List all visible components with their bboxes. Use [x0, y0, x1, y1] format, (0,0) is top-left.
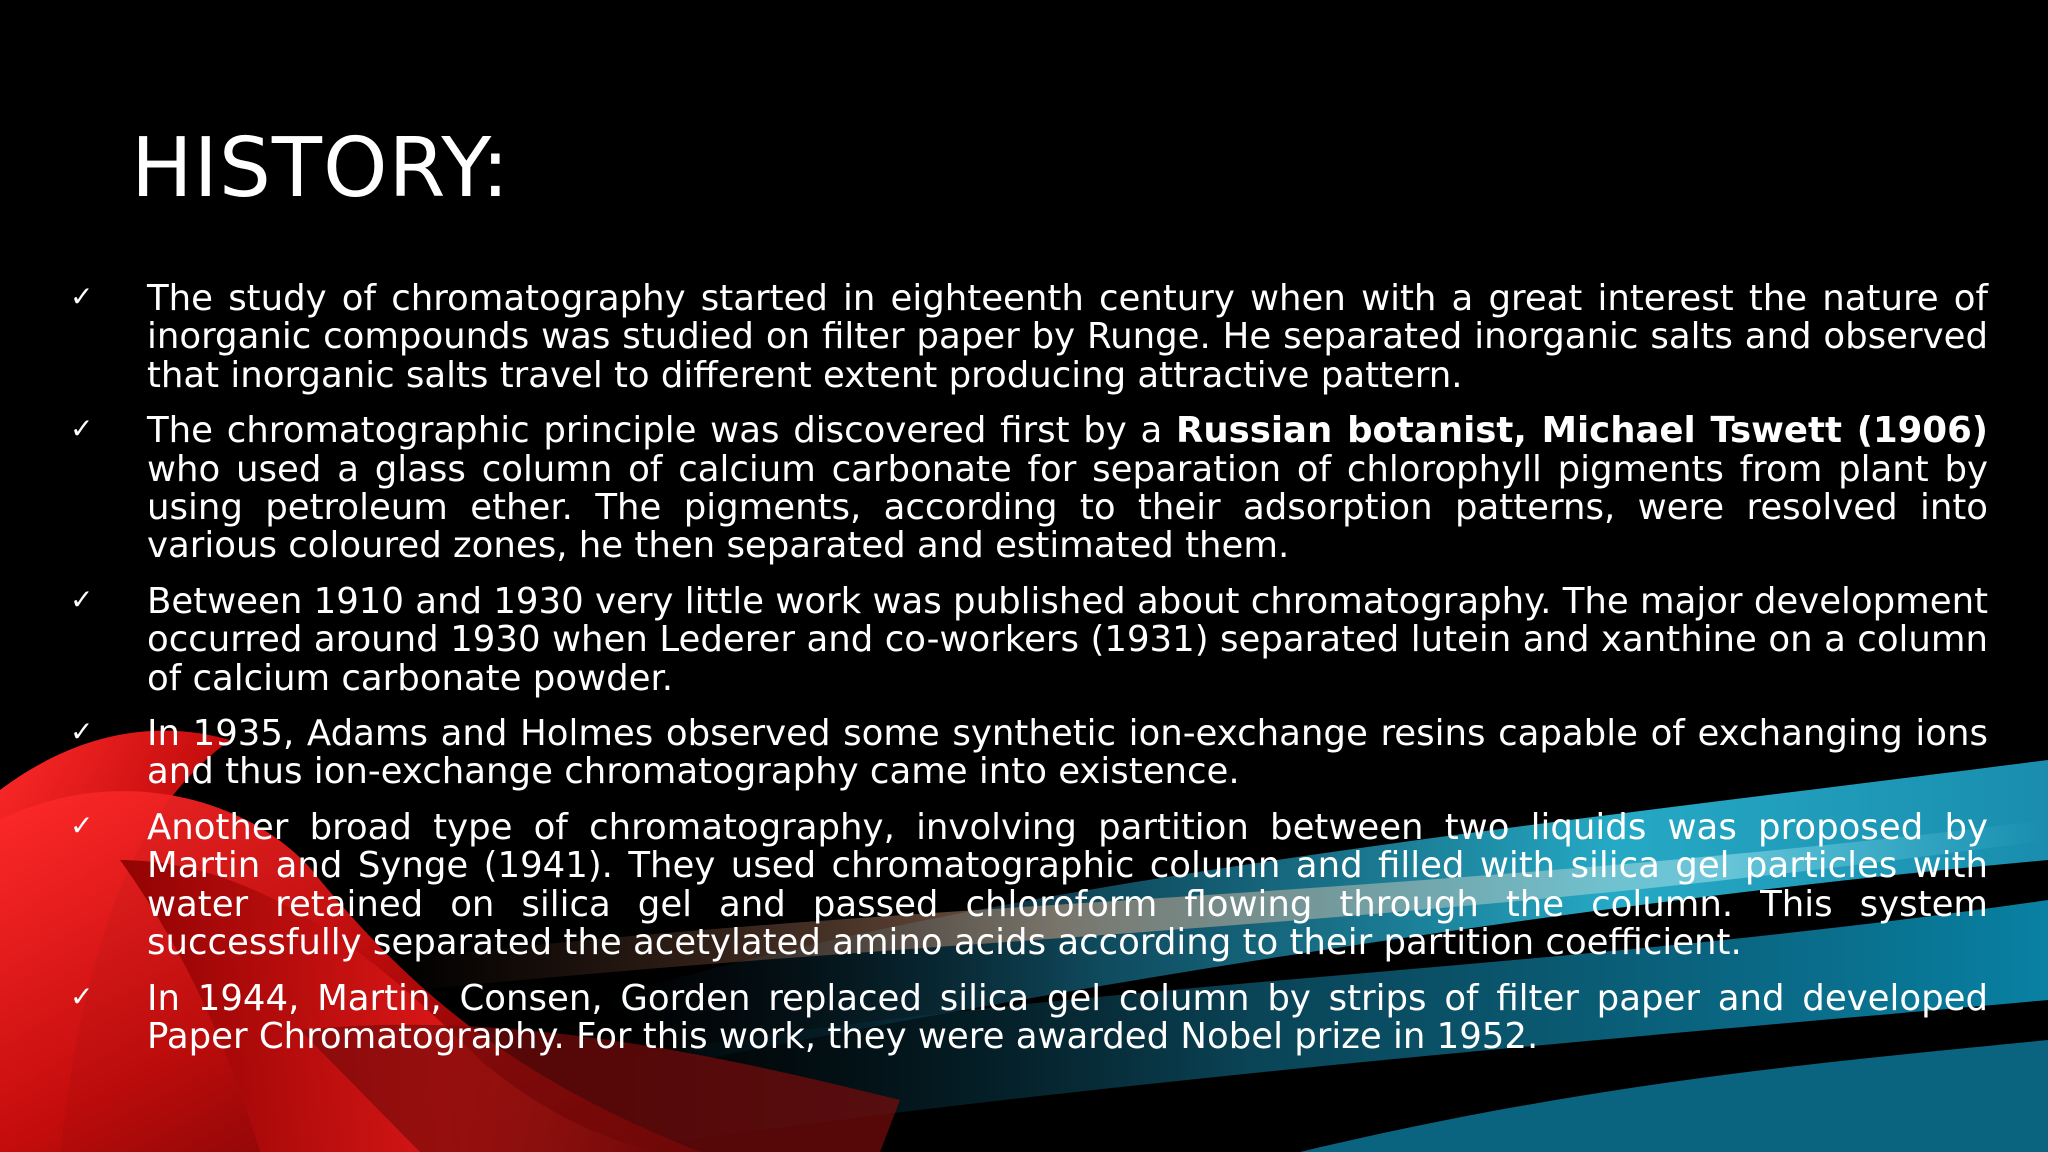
slide-title: HISTORY:	[131, 121, 511, 216]
bullet-bold-text: Russian botanist, Michael Tswett (1906)	[1176, 410, 1989, 452]
checkmark-icon: ✓	[70, 808, 94, 842]
checkmark-icon: ✓	[70, 715, 94, 749]
bullet-item	[70, 280, 1988, 395]
checkmark-icon: ✓	[70, 582, 94, 616]
checkmark-icon: ✓	[70, 979, 94, 1013]
bullet-item	[70, 977, 1988, 1057]
bullet-text: In 1935, Adams and Holmes observed some synthetic ion-exchange resins capable of exchanging ions and thus ion-exchange chromatography came into existence.	[147, 713, 1988, 793]
bullet-item	[70, 806, 1988, 964]
bullet-item	[70, 580, 1988, 699]
checkmark-icon: ✓	[70, 412, 94, 446]
bullet-item	[70, 715, 1988, 792]
bullet-text: Another broad type of chromatography, involving partition between two liquids was proposed by Martin and Synge (1941). They used chromatographic column and filled with silica gel particles with water retained on silica gel and passed chloroform flowing through the column. This system successfully separated the acetylated amino acids according to their partition coefficient.	[147, 806, 1988, 964]
bullet-item	[70, 412, 1988, 566]
bullet-text: who used a glass column of calcium carbonate for separation of chlorophyll pigments from plant by using petroleum ether. The pigments, according to their adsorption patterns, were resolved into various coloured zones, he then separated and estimated them.	[147, 448, 1988, 567]
checkmark-icon: ✓	[70, 280, 94, 313]
bullet-text: The chromatographic principle was discovered first by a	[147, 410, 1177, 452]
bullet-text: Between 1910 and 1930 very little work was published about chromatography. The major development occurred around 1930 when Lederer and co-workers (1931) separated lutein and xanthine on a column of calcium carbonate powder.	[147, 580, 1988, 699]
bullet-list	[70, 280, 1988, 1073]
bullet-text: The study of chromatography started in eighteenth century when with a great interest the nature of inorganic compounds was studied on filter paper by Runge. He separated inorganic salts and observed that inorganic salts travel to different extent producing attractive pattern.	[147, 278, 1988, 396]
bullet-text: In 1944, Martin, Consen, Gorden replaced silica gel column by strips of filter paper and developed Paper Chromatography. For this work, they were awarded Nobel prize in 1952.	[147, 977, 1988, 1057]
